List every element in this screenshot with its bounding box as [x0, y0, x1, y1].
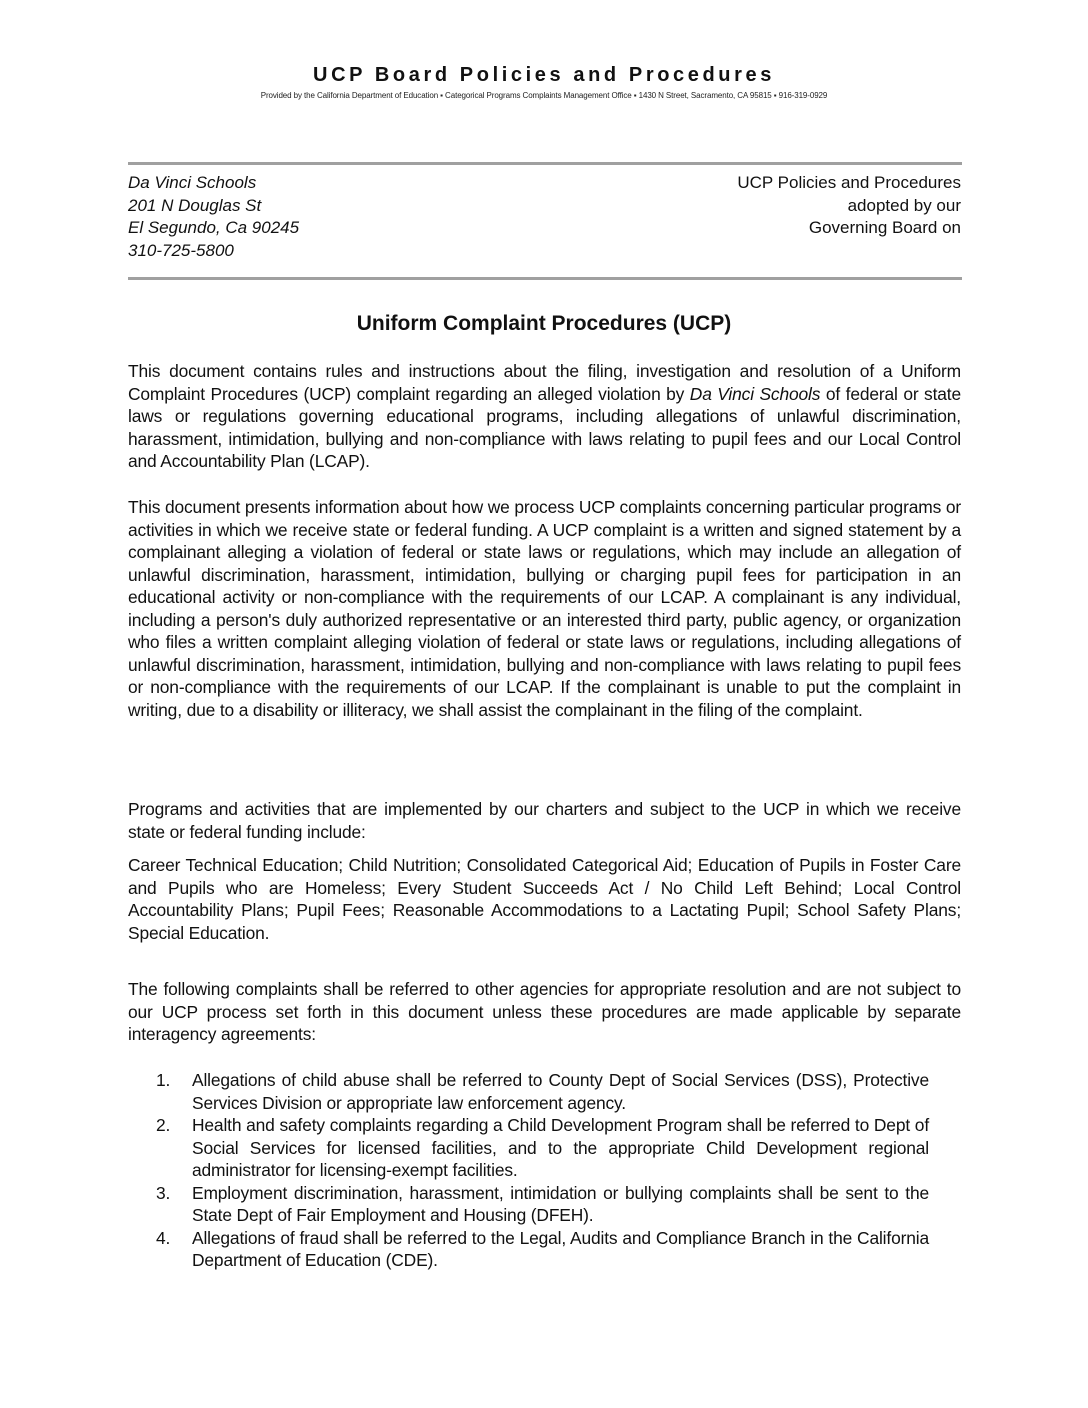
- referral-number: 1.: [156, 1070, 171, 1090]
- intro-paragraph: [128, 360, 961, 473]
- referral-number: 4.: [156, 1227, 171, 1248]
- school-street: 201 N Douglas St: [128, 195, 262, 215]
- intro-text-before: This document contains rules and instructions about the filing, investigation and resolution of a Uniform Complaint Procedures (UCP) complaint regarding an alleged violation by: [128, 361, 961, 404]
- referral-item: [156, 1182, 929, 1227]
- document-title: Uniform Complaint Procedures (UCP): [356, 312, 732, 335]
- programs-list-paragraph: Career Technical Education; Child Nutrition; Consolidated Categorical Aid; Education of Pupils in Foster Care and Pupils who are Homeless; Every Student Succeeds Act / No Child Left Behind; Local Control Accountability Plans; Pupil Fees; Reasonable Accommodations to a Lactating Pupil; School Safety Plans; Special Education.: [128, 855, 961, 943]
- referral-text: Health and safety complaints regarding a Child Development Program shall be referred to Dept of Social Services for licensed facilities, and to the appropriate Child Development regional administrator for licensing-exempt facilities.: [192, 1115, 929, 1180]
- referral-item: [156, 1069, 929, 1114]
- school-name: Da Vinci Schools: [128, 173, 257, 192]
- referral-item: [156, 1114, 929, 1182]
- referral-item: [156, 1227, 929, 1272]
- referral-text: Allegations of child abuse shall be referred to County Dept of Social Services (DSS), Protective Services Division or appropriate law enforcement agency.: [192, 1070, 929, 1113]
- header-title: UCP Board Policies and Procedures: [313, 64, 775, 86]
- school-city: El Segundo, Ca 90245: [128, 218, 300, 237]
- adoption-block: [737, 172, 961, 240]
- school-address-block: [128, 172, 299, 262]
- header-subtitle: Provided by the California Department of Education ▪ Categorical Programs Complaints Management Office ▪ 1430 N Street, Sacramento, CA 95815 ▪ 916-319-0929: [260, 91, 828, 100]
- referral-intro-paragraph: The following complaints shall be referred to other agencies for appropriate resolution and are not subject to our UCP process set forth in this document unless these procedures are made applicable by separate interagency agreements:: [128, 979, 961, 1044]
- intro-text-after: of federal or state laws or regulations governing educational programs, including allegations of unlawful discrimination, harassment, intimidation, bullying and non-compliance with laws relating to pupil fees and our Local Control and Accountability Plan (LCAP).: [128, 383, 962, 471]
- school-phone: 310-725-5800: [128, 240, 234, 260]
- referral-text: Employment discrimination, harassment, intimidation or bullying complaints shall be sent to the State Dept of Fair Employment and Housing (DFEH).: [192, 1182, 929, 1225]
- adoption-line-3: Governing Board on: [808, 218, 961, 237]
- referral-number: 2.: [156, 1115, 171, 1135]
- intro-school-name: Da Vinci Schools: [689, 383, 821, 404]
- complaint-definition-paragraph: This document presents information about how we process UCP complaints concerning particular programs or activities in which we receive state or federal funding. A UCP complaint is a written and signed statement by a complainant alleging a violation of federal or state laws or regulations, which may include an allegation of unlawful discrimination, harassment, intimidation, bullying or charging pupil fees for participation in an educational activity or non-compliance with the requirements of our LCAP. A complainant is any individual, including a person's duly authorized representative or an interested third party, public agency, or organization who files a written complaint alleging violation of federal or state laws or regulations, including allegations of unlawful discrimination, harassment, intimidation, bullying and non-compliance with laws relating to pupil fees or non-compliance with the requirements of our LCAP. If the complainant is unable to put the complaint in writing, due to a disability or illiteracy, we shall assist the complainant in the filing of the complaint.: [128, 497, 961, 720]
- adoption-line-1: UCP Policies and Procedures: [737, 173, 961, 192]
- referral-text: Allegations of fraud shall be referred to the Legal, Audits and Compliance Branch in the California Department of Education (CDE).: [192, 1227, 929, 1270]
- adoption-line-2: adopted by our: [847, 195, 961, 215]
- referral-list: [156, 1069, 929, 1272]
- bottom-divider: [128, 277, 962, 280]
- programs-intro-paragraph: Programs and activities that are implemented by our charters and subject to the UCP in which we receive state or federal funding include:: [128, 799, 961, 842]
- referral-number: 3.: [156, 1182, 171, 1203]
- top-divider: [128, 162, 962, 165]
